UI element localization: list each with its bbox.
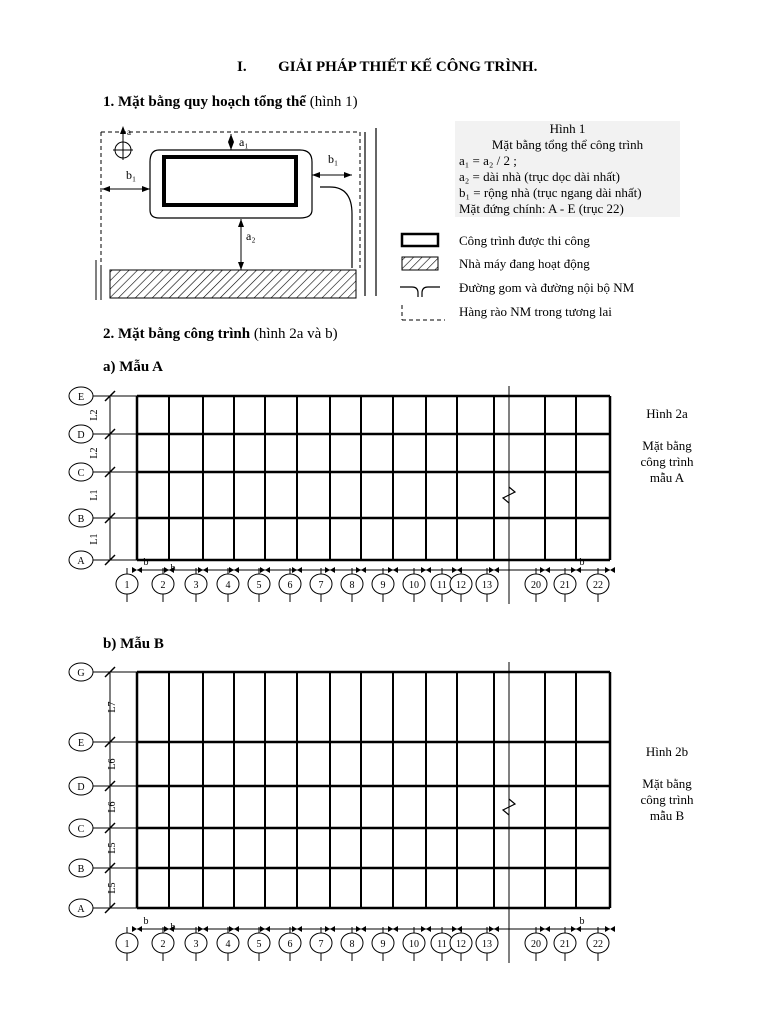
- column-axis-label: 12: [456, 580, 466, 591]
- plan-b-label: b) Mẫu B: [103, 636, 164, 652]
- dimension-arrow-icon: [292, 926, 297, 932]
- a1-label: a₁: [239, 135, 249, 149]
- span-label: L1: [89, 533, 100, 545]
- b-dimension-label: b: [143, 916, 149, 927]
- dimension-arrow-icon: [421, 926, 426, 932]
- fig1-caption-line: Mặt đứng chính: A - E (trục 22): [459, 201, 624, 216]
- dimension-arrow-icon: [234, 926, 239, 932]
- dimension-arrow-icon: [198, 926, 203, 932]
- column-axis-label: 21: [560, 939, 570, 950]
- span-label: L5: [107, 882, 118, 894]
- row-axis-label: G: [77, 668, 85, 679]
- column-axis-label: 8: [349, 580, 355, 591]
- column-axis-label: 10: [409, 580, 419, 591]
- column-axis-label: 21: [560, 580, 570, 591]
- column-axis-label: 8: [349, 939, 355, 950]
- section1-label: 1. Mặt bằng quy hoạch tổng thể: [103, 94, 306, 110]
- legend-item-fence: Hàng rào NM trong tương lai: [459, 304, 612, 319]
- fig1-caption-line: b₁ = rộng nhà (trục ngang dài nhất): [459, 185, 642, 200]
- column-axis-label: 3: [193, 580, 199, 591]
- row-axis-label: A: [77, 556, 85, 567]
- b1-left-label: b₁: [126, 168, 137, 182]
- row-axis-label: E: [77, 392, 85, 403]
- span-label: L1: [89, 489, 100, 501]
- column-axis-label: 3: [193, 939, 199, 950]
- column-axis-label: 1: [124, 939, 130, 950]
- column-axis-label: 11: [437, 580, 447, 591]
- fig1-caption-line: a₂ = dài nhà (trục dọc dài nhất): [459, 169, 620, 184]
- column-axis-label: 7: [318, 939, 324, 950]
- dimension-arrow-icon: [388, 926, 393, 932]
- dimension-arrow-icon: [164, 926, 169, 932]
- column-axis-label: 6: [287, 580, 293, 591]
- dimension-arrow-icon: [452, 926, 457, 932]
- b1-right-label: b₁: [328, 152, 339, 166]
- legend-item-factory: Nhà máy đang hoạt động: [459, 256, 590, 271]
- dimension-arrow-icon: [132, 926, 137, 932]
- dimension-arrow-icon: [137, 926, 142, 932]
- fig1-caption-line: Mặt bằng tổng thể công trình: [491, 137, 644, 152]
- dimension-arrow-icon: [540, 926, 545, 932]
- row-axis-label: B: [77, 514, 85, 525]
- dimension-arrow-icon: [325, 926, 330, 932]
- column-axis-label: 4: [225, 580, 231, 591]
- column-axis-label: 20: [531, 939, 541, 950]
- row-axis-label: C: [77, 468, 85, 479]
- dimension-arrow-icon: [457, 926, 462, 932]
- heading-number: I.: [237, 59, 247, 75]
- dimension-arrow-icon: [265, 926, 270, 932]
- dimension-arrow-icon: [203, 926, 208, 932]
- column-axis-label: 13: [482, 939, 492, 950]
- section1-ref: (hình 1): [309, 94, 358, 110]
- dimension-arrow-icon: [260, 926, 265, 932]
- dimension-arrow-icon: [361, 926, 366, 932]
- dimension-arrow-icon: [393, 926, 398, 932]
- b-dimension-label: b: [579, 916, 585, 927]
- a2-label: a₂: [246, 229, 256, 243]
- column-axis-label: 13: [482, 580, 492, 591]
- b-dimension-label: b: [143, 557, 149, 568]
- column-axis-label: 22: [593, 580, 603, 591]
- dimension-arrow-icon: [545, 926, 550, 932]
- section2-ref: (hình 2a và b): [253, 326, 338, 342]
- column-axis-label: 11: [437, 939, 447, 950]
- dimension-arrow-icon: [330, 926, 335, 932]
- span-label: L2: [89, 447, 100, 459]
- span-label: L6: [107, 801, 118, 813]
- row-axis-label: D: [77, 782, 85, 793]
- fig1-caption-line: a₁ = a₂ / 2 ;: [459, 153, 517, 168]
- plan-b-caption: Hình 2b Mặt bằng công trình mẫu B: [640, 744, 694, 823]
- column-axis-label: 9: [380, 580, 386, 591]
- row-axis-label: E: [77, 738, 85, 749]
- column-axis-label: 22: [593, 939, 603, 950]
- column-axis-label: 1: [124, 580, 130, 591]
- row-axis-label: B: [77, 864, 85, 875]
- dimension-arrow-icon: [610, 926, 615, 932]
- legend-item-building: Công trình được thi công: [459, 233, 590, 248]
- dimension-arrow-icon: [571, 926, 576, 932]
- row-axis-label: D: [77, 430, 85, 441]
- dimension-arrow-icon: [356, 926, 361, 932]
- dimension-arrow-icon: [229, 926, 234, 932]
- row-axis-label: A: [77, 904, 85, 915]
- dimension-arrow-icon: [297, 926, 302, 932]
- section2-label: 2. Mặt bằng công trình: [103, 326, 251, 342]
- column-axis-label: 5: [256, 580, 262, 591]
- column-axis-label: 2: [160, 580, 166, 591]
- column-axis-label: 12: [456, 939, 466, 950]
- plan-a-caption: Hình 2a Mặt bằng công trình mẫu A: [640, 406, 694, 485]
- column-axis-label: 4: [225, 939, 231, 950]
- legend-item-road: Đường gom và đường nội bộ NM: [459, 280, 635, 295]
- column-axis-label: 6: [287, 939, 293, 950]
- fig1-caption-title: Hình 1: [549, 121, 586, 136]
- column-axis-label: 5: [256, 939, 262, 950]
- b-dimension-label: b: [579, 557, 585, 568]
- span-label: L6: [107, 758, 118, 770]
- b-dimension-label: b: [170, 563, 176, 574]
- plan-a-label: a) Mẫu A: [103, 359, 163, 375]
- dimension-arrow-icon: [494, 926, 499, 932]
- column-axis-label: 7: [318, 580, 324, 591]
- dimension-arrow-icon: [605, 926, 610, 932]
- column-axis-label: 2: [160, 939, 166, 950]
- span-label: L5: [107, 842, 118, 854]
- b-dimension-label: b: [170, 922, 176, 933]
- svg-text:a: a: [127, 127, 131, 137]
- column-axis-label: 10: [409, 939, 419, 950]
- span-label: L7: [107, 701, 118, 713]
- column-axis-label: 20: [531, 580, 541, 591]
- dimension-arrow-icon: [426, 926, 431, 932]
- dimension-arrow-icon: [489, 926, 494, 932]
- column-axis-label: 9: [380, 939, 386, 950]
- heading-text: GIẢI PHÁP THIẾT KẾ CÔNG TRÌNH.: [278, 59, 538, 75]
- span-label: L2: [89, 409, 100, 421]
- row-axis-label: C: [77, 824, 85, 835]
